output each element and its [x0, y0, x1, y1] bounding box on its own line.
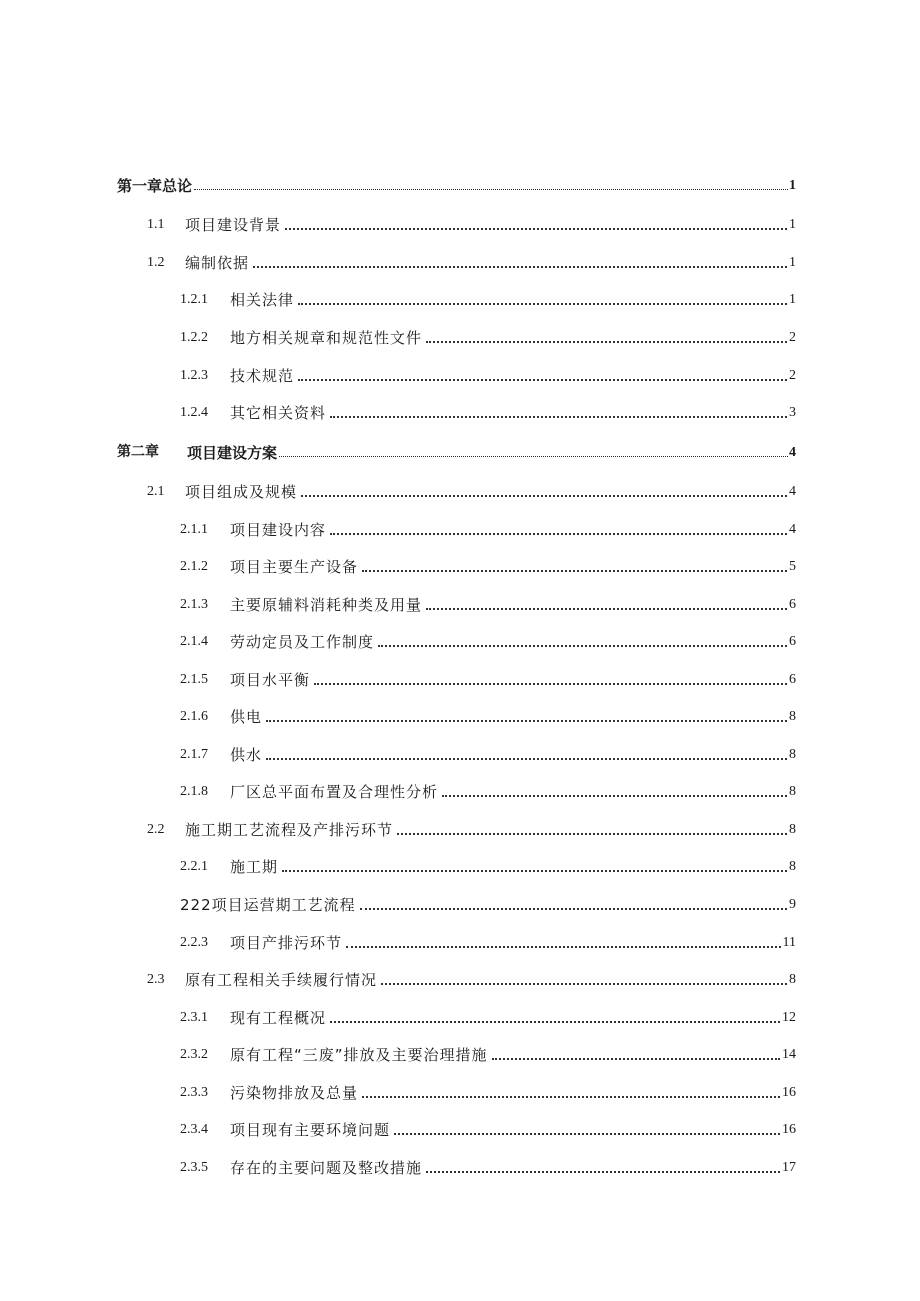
toc-entry[interactable] — [180, 1004, 796, 1028]
toc-entry-title: 供电 — [230, 708, 263, 726]
toc-entry-page: 12 — [782, 1010, 796, 1025]
toc-entry-number: 2.1.7 — [180, 747, 208, 762]
toc-entry-number: 1.2.1 — [180, 292, 208, 307]
dot-leader — [442, 795, 787, 797]
dot-leader — [194, 189, 788, 190]
toc-entry-number: 2.1.1 — [180, 522, 208, 537]
toc-entry-title: 地方相关规章和规范性文件 — [230, 329, 423, 347]
dot-leader — [346, 946, 781, 948]
toc-entry[interactable] — [147, 816, 796, 840]
dot-leader — [397, 833, 787, 835]
dot-leader — [360, 908, 787, 910]
toc-entry[interactable] — [180, 929, 796, 953]
dot-leader — [362, 1096, 780, 1098]
toc-entry-title: 项目建设方案 — [187, 444, 278, 462]
toc-entry-title: 其它相关资料 — [230, 404, 327, 422]
toc-entry[interactable] — [180, 703, 796, 727]
toc-entry-title: 现有工程概况 — [230, 1009, 327, 1027]
toc-entry-title: 供水 — [230, 746, 263, 764]
toc-entry-number: 2.1.2 — [180, 559, 208, 574]
dot-leader — [266, 758, 787, 760]
toc-entry-page: 8 — [789, 709, 796, 724]
toc-entry-title: 主要原辅料消耗种类及用量 — [230, 596, 423, 614]
dot-leader — [378, 645, 787, 647]
toc-entry[interactable] — [147, 478, 796, 502]
toc-entry-number: 2.3.3 — [180, 1085, 208, 1100]
dot-leader — [285, 228, 787, 230]
toc-entry-page: 6 — [789, 634, 796, 649]
toc-entry-number: 2.3 — [147, 972, 165, 987]
toc-entry-page: 1 — [789, 217, 796, 232]
toc-entry-page: 11 — [782, 935, 796, 950]
toc-entry-page: 6 — [789, 672, 796, 687]
toc-entry-page: 14 — [782, 1047, 796, 1062]
toc-entry[interactable] — [180, 324, 796, 348]
toc-entry-title: 技术规范 — [230, 367, 295, 385]
toc-entry-number: 2.3.5 — [180, 1160, 208, 1175]
toc-entry-number: 2.1 — [147, 484, 165, 499]
toc-entry-number: 2.1.5 — [180, 672, 208, 687]
toc-entry-page: 1 — [789, 255, 796, 270]
toc-entry-title: 第一章总论 — [117, 177, 193, 195]
toc-entry-number: 2.3.4 — [180, 1122, 208, 1137]
toc-entry-page: 17 — [782, 1160, 796, 1175]
dot-leader — [330, 416, 787, 418]
toc-entry-page: 2 — [789, 330, 796, 345]
dot-leader — [301, 495, 787, 497]
toc-entry-number: 2.1.4 — [180, 634, 208, 649]
toc-entry[interactable] — [180, 628, 796, 652]
toc-entry-number: 1.2 — [147, 255, 165, 270]
toc-entry-page: 6 — [789, 597, 796, 612]
dot-leader — [298, 379, 787, 381]
toc-entry-page: 3 — [789, 405, 796, 420]
dot-leader — [279, 456, 788, 457]
toc-entry-title: 施工期工艺流程及产排污环节 — [185, 821, 394, 839]
toc-entry-title: 存在的主要问题及整改措施 — [230, 1159, 423, 1177]
toc-entry-number: 1.1 — [147, 217, 165, 232]
toc-entry-title: 原有工程“三废”排放及主要治理措施 — [230, 1046, 488, 1064]
toc-entry-page: 5 — [789, 559, 796, 574]
toc-entry-page: 1 — [789, 178, 796, 193]
dot-leader — [314, 683, 787, 685]
dot-leader — [426, 608, 787, 610]
dot-leader — [362, 570, 787, 572]
toc-entry[interactable] — [180, 853, 796, 877]
dot-leader — [298, 303, 787, 305]
toc-entry-page: 16 — [782, 1085, 796, 1100]
dot-leader — [330, 1021, 780, 1023]
dot-leader — [426, 1171, 780, 1173]
dot-leader — [253, 266, 787, 268]
toc-entry[interactable] — [147, 249, 796, 273]
toc-entry-title: 原有工程相关手续履行情况 — [185, 971, 378, 989]
dot-leader — [282, 870, 787, 872]
toc-entry-number: 2.1.3 — [180, 597, 208, 612]
toc-entry-number: 2.2.1 — [180, 859, 208, 874]
dot-leader — [394, 1133, 780, 1135]
toc-entry-title: 项目现有主要环境问题 — [230, 1121, 391, 1139]
toc-entry-title: 项目产排污环节 — [230, 934, 343, 952]
toc-entry[interactable] — [117, 172, 796, 196]
toc-entry-number: 1.2.4 — [180, 405, 208, 420]
toc-entry-page: 4 — [789, 484, 796, 499]
toc-entry-page: 8 — [789, 747, 796, 762]
toc-entry[interactable] — [180, 362, 796, 386]
toc-entry-number: 1.2.3 — [180, 368, 208, 383]
toc-entry-page: 8 — [789, 784, 796, 799]
toc-entry-title: 劳动定员及工作制度 — [230, 633, 375, 651]
toc-entry[interactable] — [180, 516, 796, 540]
toc-entry-title: 项目建设内容 — [230, 521, 327, 539]
dot-leader — [266, 720, 787, 722]
toc-entry-page: 2 — [789, 368, 796, 383]
toc-entry-title: 222项目运营期工艺流程 — [180, 896, 356, 914]
toc-entry-number: 2.3.2 — [180, 1047, 208, 1062]
toc-entry-title: 编制依据 — [185, 254, 250, 272]
toc-entry-title: 厂区总平面布置及合理性分析 — [230, 783, 439, 801]
toc-entry[interactable] — [180, 1154, 796, 1178]
toc-entry-number: 2.2 — [147, 822, 165, 837]
dot-leader — [492, 1058, 780, 1060]
toc-entry-title: 项目组成及规模 — [185, 483, 298, 501]
toc-entry-title: 施工期 — [230, 858, 279, 876]
dot-leader — [381, 983, 787, 985]
toc-entry-page: 8 — [789, 859, 796, 874]
toc-entry-title: 相关法律 — [230, 291, 295, 309]
toc-entry-page: 8 — [789, 822, 796, 837]
toc-entry-number: 2.1.8 — [180, 784, 208, 799]
toc-entry-page: 16 — [782, 1122, 796, 1137]
toc-entry[interactable] — [180, 891, 796, 915]
toc-entry[interactable] — [180, 591, 796, 615]
toc-entry[interactable] — [180, 666, 796, 690]
toc-entry[interactable] — [180, 778, 796, 802]
toc-entry-number: 2.2.3 — [180, 935, 208, 950]
toc-entry-title: 项目水平衡 — [230, 671, 311, 689]
toc-entry[interactable] — [180, 741, 796, 765]
toc-entry-title: 项目主要生产设备 — [230, 558, 359, 576]
toc-entry[interactable] — [180, 1041, 796, 1065]
toc-entry[interactable] — [180, 1079, 796, 1103]
toc-entry[interactable] — [180, 286, 796, 310]
toc-entry[interactable] — [180, 1116, 796, 1140]
toc-entry-number: 2.1.6 — [180, 709, 208, 724]
toc-entry-page: 9 — [789, 897, 796, 912]
dot-leader — [426, 341, 787, 343]
dot-leader — [330, 533, 787, 535]
toc-entry-number: 2.3.1 — [180, 1010, 208, 1025]
toc-entry[interactable] — [147, 966, 796, 990]
toc-entry[interactable] — [180, 553, 796, 577]
toc-entry[interactable] — [180, 399, 796, 423]
toc-entry-number: 1.2.2 — [180, 330, 208, 345]
toc-entry[interactable] — [147, 211, 796, 235]
toc-entry-number: 第二章 — [117, 445, 159, 460]
toc-entry-page: 4 — [789, 522, 796, 537]
toc-entry-page: 8 — [789, 972, 796, 987]
toc-entry-title: 污染物排放及总量 — [230, 1084, 359, 1102]
toc-entry-page: 1 — [789, 292, 796, 307]
toc-entry-page: 4 — [789, 445, 796, 460]
toc-entry-title: 项目建设背景 — [185, 216, 282, 234]
toc-entry[interactable] — [117, 439, 796, 463]
